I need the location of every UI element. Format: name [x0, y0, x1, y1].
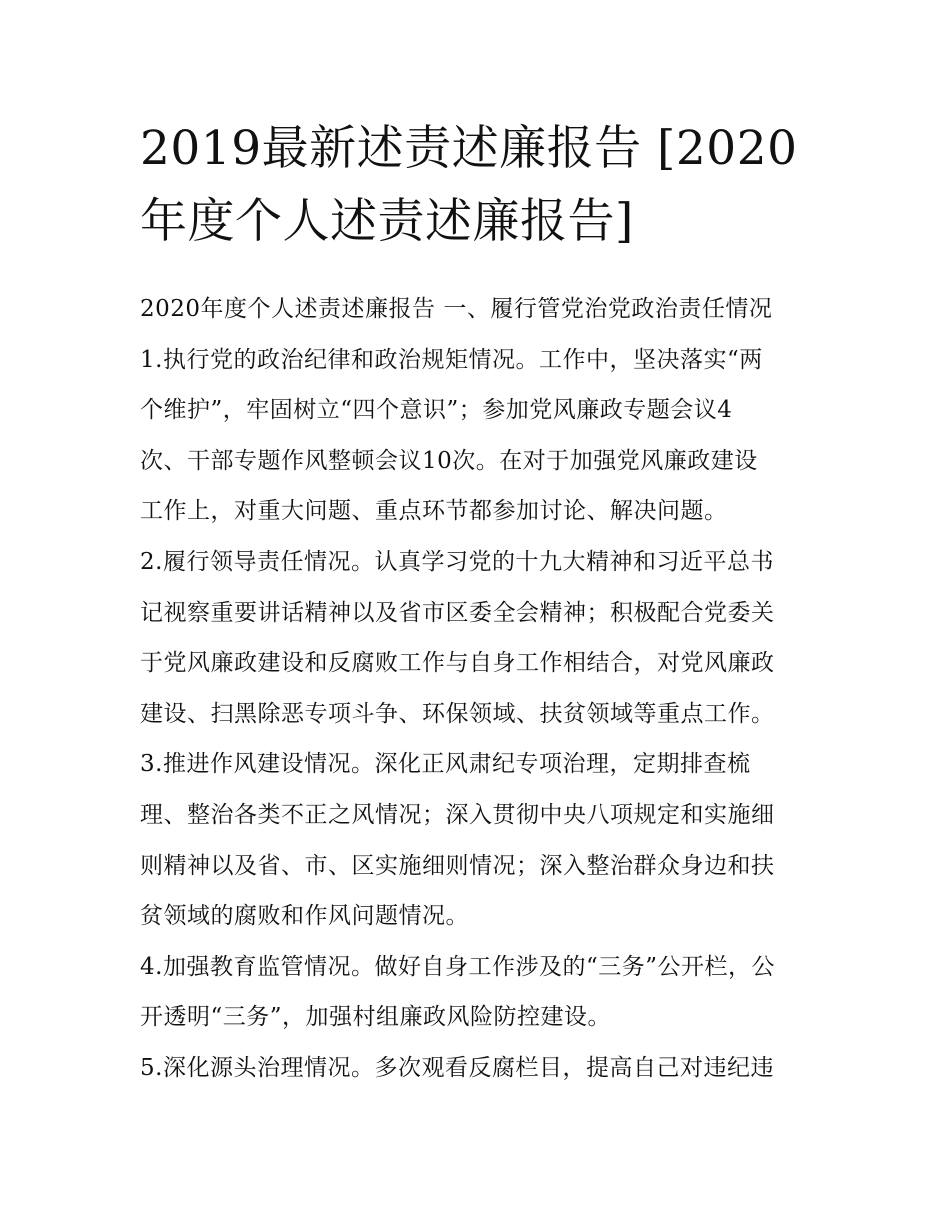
body-line: 2.履行领导责任情况。认真学习党的十九大精神和习近平总书 — [140, 548, 774, 575]
body-line: 于党风廉政建设和反腐败工作与自身工作相结合，对党风廉政 — [140, 650, 775, 677]
title-line-1: 2019最新述责述廉报告 [2020 — [140, 121, 798, 176]
body-line: 则精神以及省、市、区实施细则情况；深入整治群众身边和扶 — [140, 852, 775, 879]
body-line: 1.执行党的政治纪律和政治规矩情况。工作中，坚决落实“两 — [140, 346, 763, 373]
body-line: 贫领域的腐败和作风问题情况。 — [140, 903, 469, 930]
document-body — [140, 284, 812, 1094]
body-line: 理、整治各类不正之风情况；深入贯彻中央八项规定和实施细 — [140, 801, 775, 828]
body-line: 次、干部专题作风整顿会议10次。在对于加强党风廉政建设 — [140, 447, 758, 474]
body-line: 2020年度个人述责述廉报告 一、履行管党治党政治责任情况 — [140, 296, 773, 322]
body-line: 记视察重要讲话精神以及省市区委全会精神；积极配合党委关 — [140, 599, 775, 626]
body-line: 建设、扫黑除恶专项斗争、环保领域、扶贫领域等重点工作。 — [140, 700, 775, 727]
body-line: 个维护”，牢固树立“四个意识”；参加党风廉政专题会议4 — [140, 397, 733, 424]
title-line-2: 年度个人述责述廉报告] — [140, 194, 634, 249]
document-page — [140, 112, 812, 1094]
body-line: 3.推进作风建设情况。深化正风肃纪专项治理，定期排查梳 — [140, 751, 751, 778]
body-line: 4.加强教育监管情况。做好自身工作涉及的“三务”公开栏，公 — [140, 953, 775, 980]
body-line: 开透明“三务”，加强村组廉政风险防控建设。 — [140, 1004, 612, 1031]
document-title — [140, 112, 812, 258]
body-line: 5.深化源头治理情况。多次观看反腐栏目，提高自己对违纪违 — [140, 1054, 774, 1081]
body-line: 工作上，对重大问题、重点环节都参加讨论、解决问题。 — [140, 498, 728, 525]
